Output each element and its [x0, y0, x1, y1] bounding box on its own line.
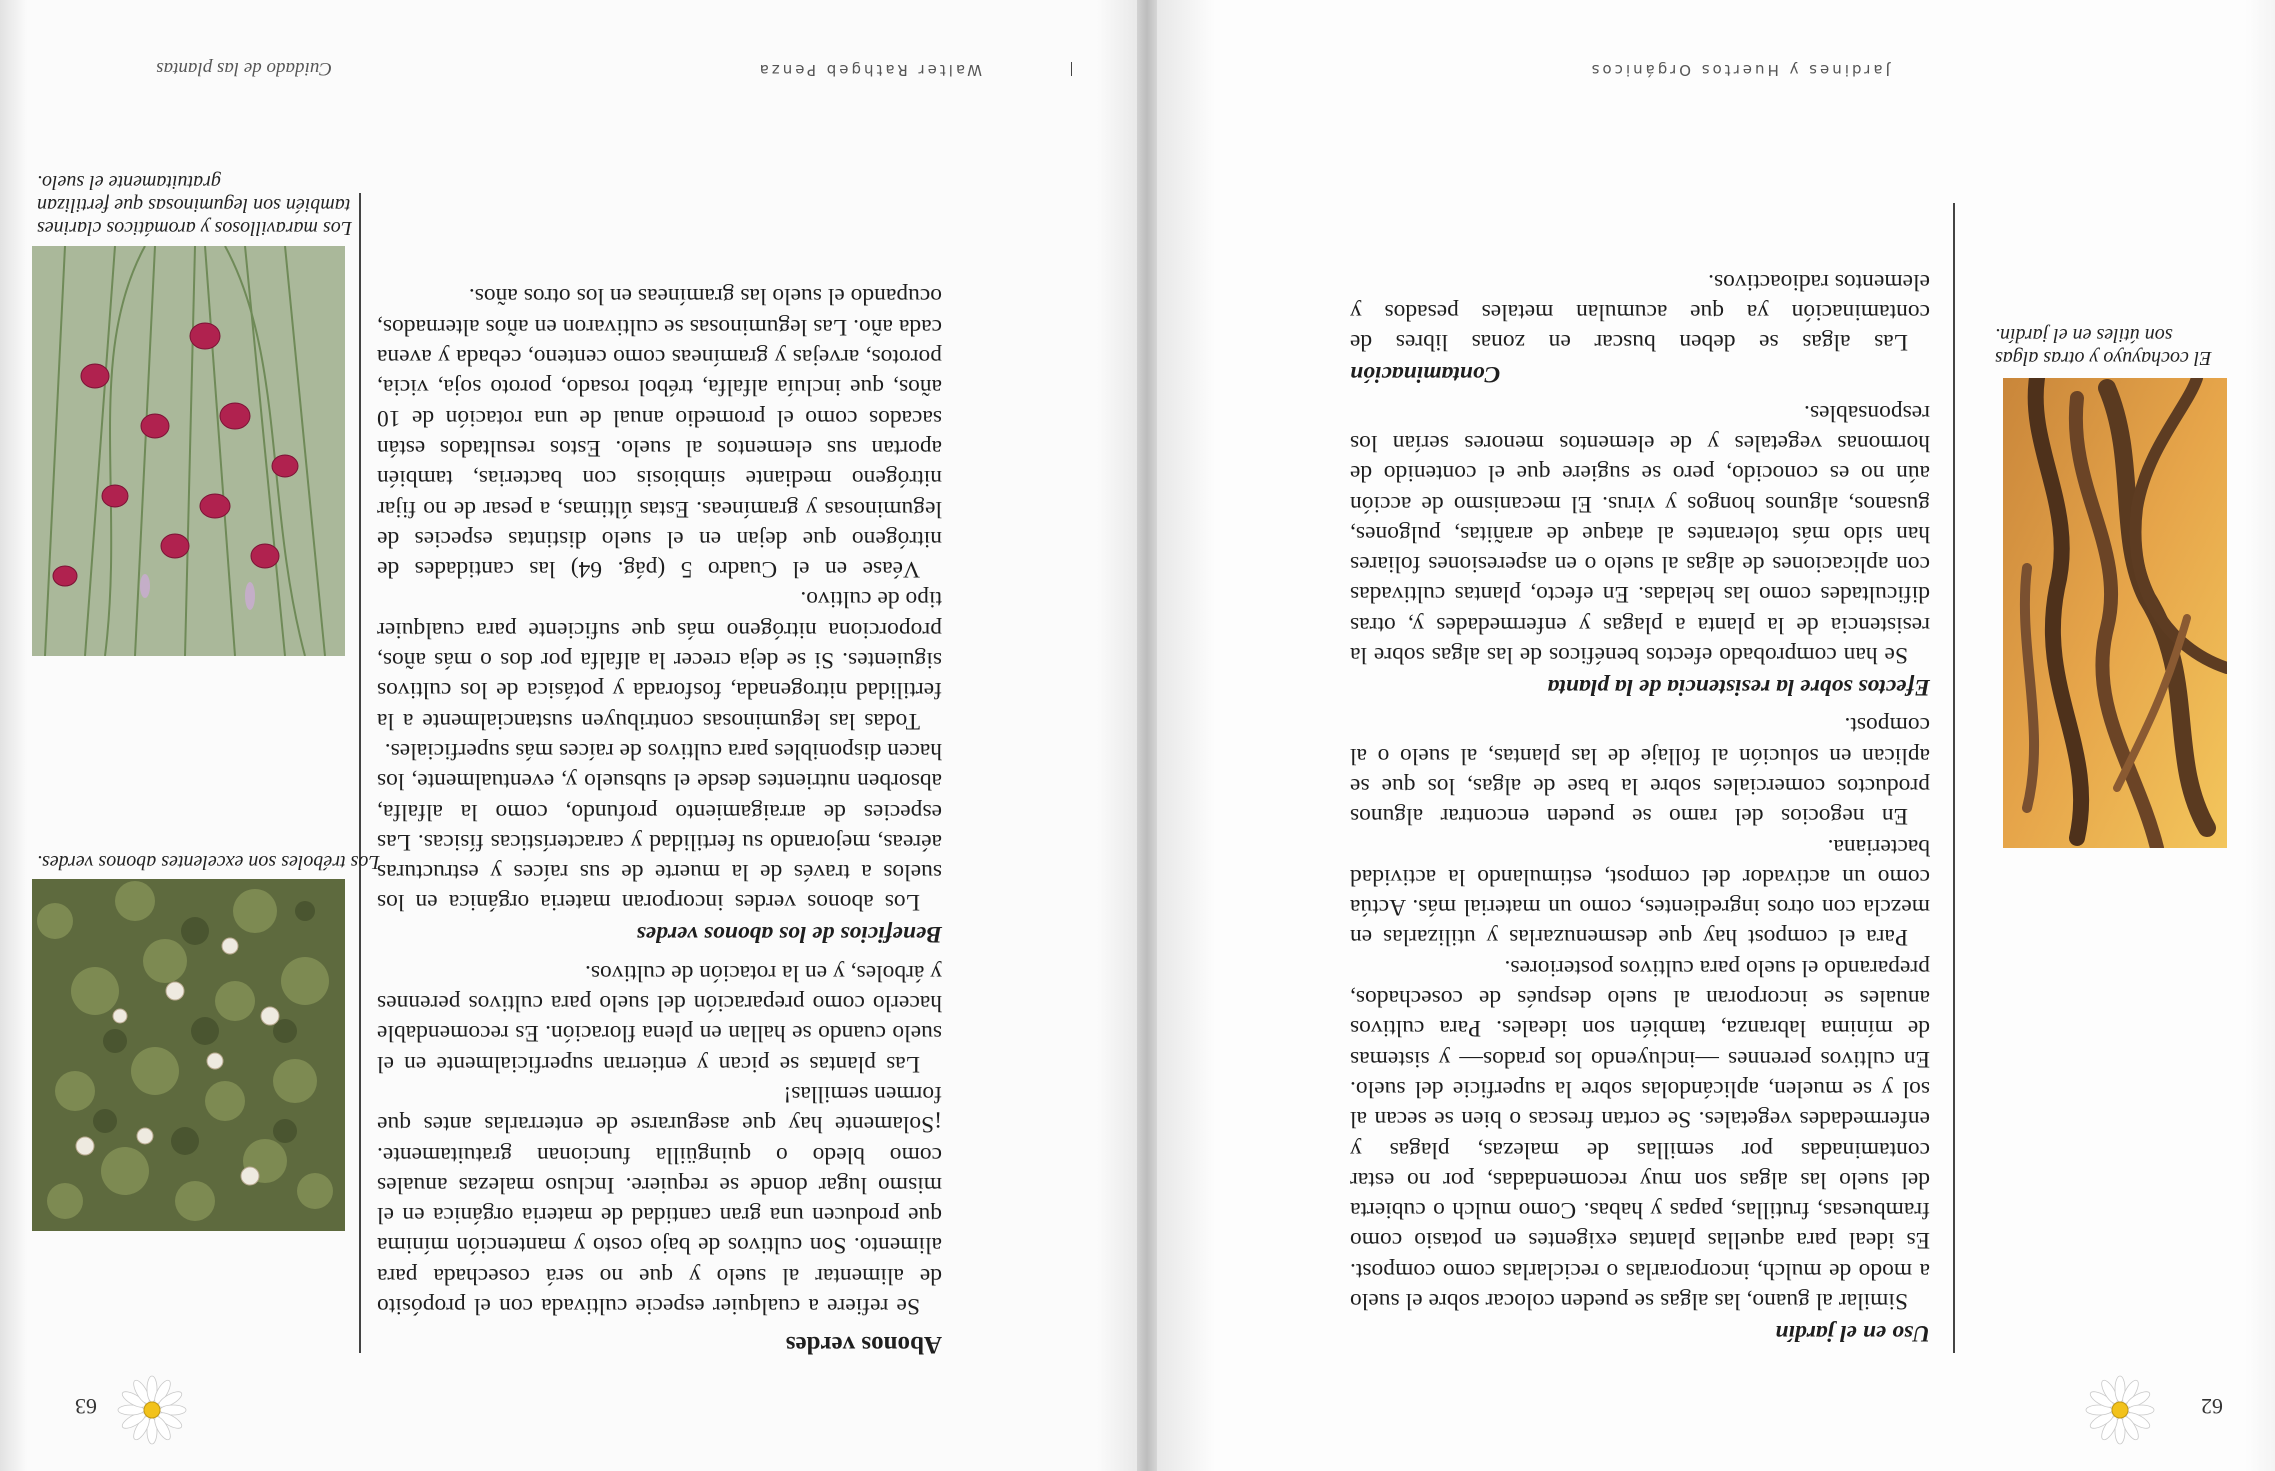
footer-book-title: Jardines y Huertos Orgánicos — [1588, 61, 1890, 79]
page-number: 62 — [2201, 1394, 2223, 1419]
section-title: Abonos verdes — [785, 1331, 942, 1358]
paragraph: Para el compost hay que desmenuzarlas y utilizarlas en mezcla con otros ingredientes, como un material más. Actúa como un activador del compost, estimulando la actividad bacteriana. — [1350, 833, 1930, 951]
paragraph: Las plantas se pican y entierran superficialmente en el suelo cuando se hallan en plena floración. Es recomendable hacerlo como preparación del suelo para cultivos perennes y árboles, y en la rotación de cultivos. — [377, 959, 942, 1077]
sweetpea-caption: Los maravillosos y aromáticos clarines también son leguminosas que fertilizan gratuitamente el suelo. — [37, 171, 352, 239]
daisy-icon — [2085, 1375, 2155, 1445]
clover-photo — [32, 879, 345, 1231]
seaweed-caption: El cochayuyo y otras algas son útiles en el jardín. — [1995, 324, 2212, 369]
footer-chapter: Cuidado de las plantas — [156, 58, 332, 79]
heading-contaminacion: Contaminación — [1350, 361, 1501, 388]
paragraph: Las algas se deben buscar en zonas libres de contaminación ya que acumulan metales pesados y elementos radioactivos. — [1350, 268, 1930, 356]
clover-caption: Los tréboles son excelentes abonos verdes. — [37, 851, 380, 873]
page-number: 63 — [75, 1394, 97, 1419]
seaweed-photo — [2003, 378, 2227, 848]
heading-efectos: Efectos sobre la resistencia de la planta — [1547, 674, 1930, 701]
page-62 — [1157, 0, 2275, 1471]
paragraph: Todas las leguminosas contribuyen sustancialmente a la fertilidad nitrogenada, fosforada y potásica de los cultivos siguientes. Si se deja crecer la alfalfa por dos o más años, proporciona nitrógeno más que suficiente para cualquier tipo de cultivo. — [377, 586, 942, 734]
text-column — [1350, 267, 1930, 1357]
text-column — [377, 281, 942, 1359]
column-rule — [359, 193, 361, 1353]
footer-author: Walter Rathgeb Penza — [756, 61, 982, 79]
heading-beneficios: Beneficios de los abonos verdes — [636, 921, 942, 948]
daisy-icon — [117, 1375, 187, 1445]
column-rule — [1953, 203, 1955, 1353]
page-63 — [0, 0, 1137, 1471]
paragraph: Se han comprobado efectos benéficos de las algas sobre la resistencia de la planta a plagas y enfermedades y, otras dificultades como las heladas. En efecto, plantas cultivadas con aplicaciones de algas al suelo o en asperesiones foliares han sido más tolerantes al ataque de arañitas, pulgones, gusanos, algunos hongos y virus. El mecanismo de acción aún no es conocido, pero se sugiere que el contenido de hormonas vegetales y de elementos menores serían los responsables. — [1350, 399, 1930, 669]
footer-tick — [1071, 62, 1072, 76]
sweetpea-photo — [32, 246, 345, 656]
paragraph: Véase en el Cuadro 5 (pág. 64) las cantidades de nitrógeno que dejan en el suelo distintas especies de leguminosas y gramíneas. Estas últimas, a pesar de no fijar nitrógeno mediante simbiosis con bacterias, también aportan sus elementos al suelo. Estos resultados están sacados como el promedio anual de una rotación de 10 años, que incluía alfalfa, trébol rosado, poroto soja, vicia, porotos, arvejas y gramíneas como centeno, cebada y avena cada año. Las leguminosas se cultivaron en años alternados, ocupando el suelo las gramíneas en los otros años. — [377, 283, 942, 583]
heading-uso: Uso en el jardín — [1775, 1320, 1930, 1346]
paragraph: Los abonos verdes incorporan materia orgánica en los suelos a través de la muerte de sus raíces y estructuras aéreas, mejorando su fertilidad y características físicas. Las especies de arraigamiento profundo, como la alfalfa, absorben nutrientes desde el subsuelo y, eventualmente, los hacen disponibles para cultivos de raíces más superficiales. — [377, 737, 942, 916]
book-spine — [1137, 0, 1157, 1471]
paragraph: Se refiere a cualquier especie cultivada con el propósito de alimentar al suelo y que no será cosechada para alimento. Son cultivos de bajo costo y mantención mínima que producen una gran cantidad de materia orgánica en el mismo lugar donde se requiere. Incluso malezas anuales como bledo o quingüilla funcionan gratuitamente. ¡Solamente hay que asegurarse de enterrarlas antes que formen semillas! — [377, 1080, 942, 1319]
paragraph: Similar al guano, las algas se pueden colocar sobre el suelo a modo de mulch, incorporarlas o reciclarlas como compost. Es ideal para aquellas plantas exigentes en potasio como frambuesas, frutillas, papas y habas. Como mulch o cubierta del suelo las algas son muy recomendadas, por no estar contaminadas por semillas de malezas, plagas y enfermedades vegetales. Se cortan frescas o bien se secan al sol y se muelen, aplicándolas sobre la superficie del suelo. En cultivos perennes —incluyendo los prados— y sistemas de mínima labranza, también son ideales. Para cultivos anuales se incorporan al suelo después de cosechados, preparando el suelo para cultivos posteriores. — [1350, 954, 1930, 1314]
paragraph: En negocios del ramo se pueden encontrar algunos productos comerciales sobre la base de algas, los que se aplican en solución al follaje de las plantas, al suelo o al compost. — [1350, 712, 1930, 830]
